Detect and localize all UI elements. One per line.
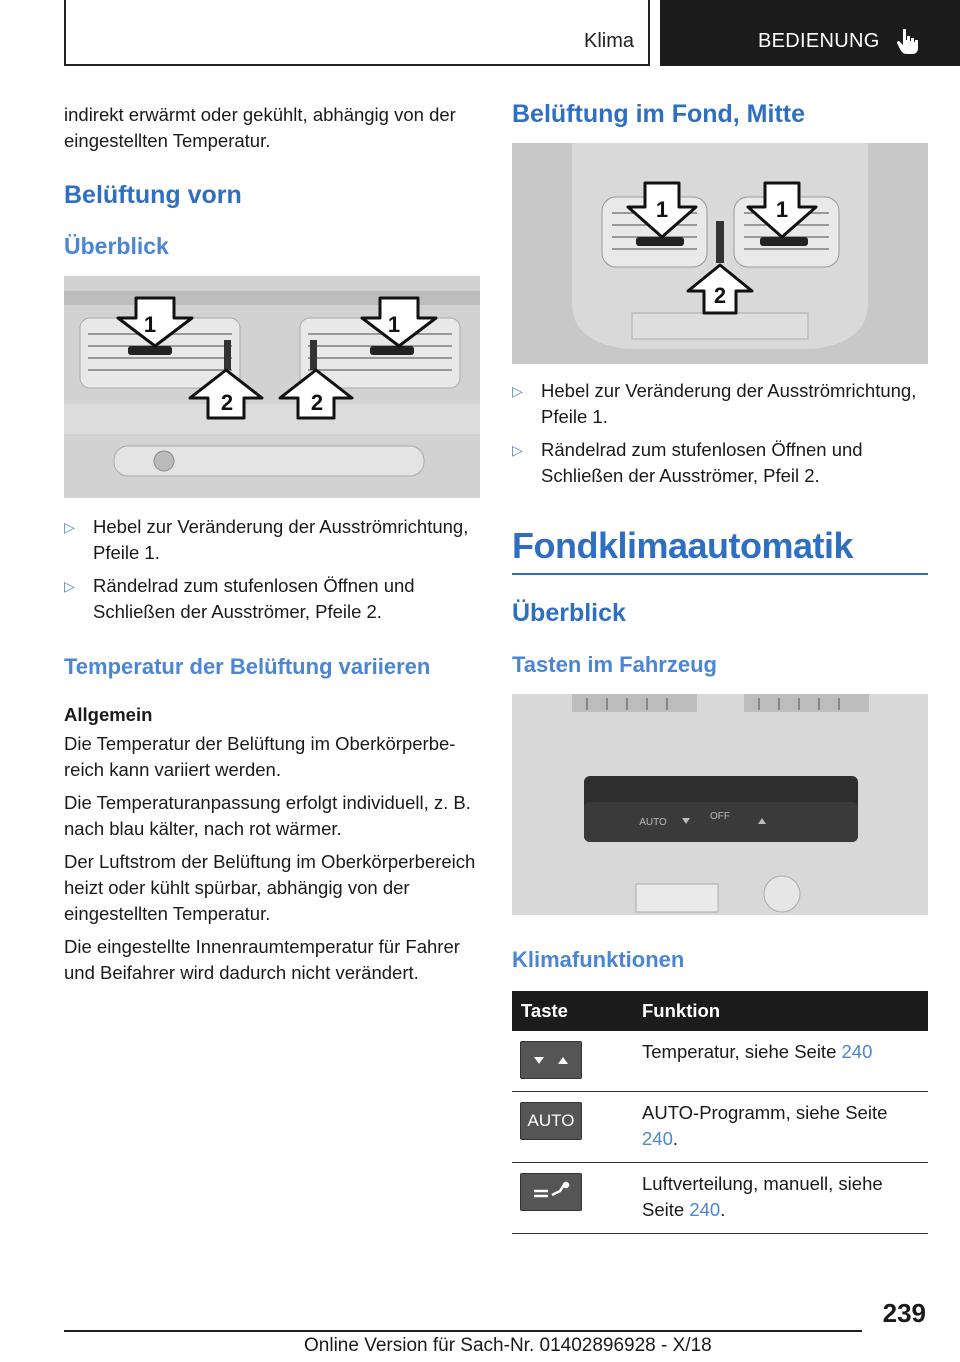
header-chapter-box: [660, 0, 960, 66]
page-number: 239: [882, 1298, 926, 1328]
intro-text: indirekt erwärmt oder gekühlt, abhängig von der eingestellten Temperatur.: [64, 104, 456, 151]
header-section-title: Klima: [583, 30, 634, 52]
front-vents-photo: [64, 276, 480, 498]
rear-vents-photo: [512, 143, 928, 364]
pointing-hand-icon: [894, 26, 924, 56]
heading-climate-functions: Klimafunktionen: [512, 947, 685, 972]
photo-label-2: 2: [713, 283, 727, 308]
function-description: AUTO-Programm, siehe Seite 240.: [630, 1091, 928, 1162]
photo-label-2a: 2: [220, 390, 234, 415]
heading-front-ventilation: Belüftung vorn: [64, 181, 242, 209]
page-link[interactable]: 240: [642, 1127, 673, 1149]
heading-rear-center-ventilation: Belüftung im Fond, Mitte: [512, 100, 806, 128]
heading-rear-automatic-climate: Fondklimaautomatik: [512, 525, 854, 566]
rear-climate-panel-photo: [512, 694, 928, 915]
list-item: ▷ Hebel zur Veränderung der Ausströmrichtung, Pfeile 1.: [64, 516, 469, 563]
temperature-arrows-icon: [520, 1041, 582, 1079]
auto-key-icon: [520, 1102, 582, 1140]
panel-auto-label: AUTO: [639, 817, 667, 828]
photo-label-1a: 1: [143, 312, 157, 337]
triangle-bullet-icon: ▷: [512, 442, 523, 458]
heading-general: Allgemein: [64, 704, 153, 725]
header-chapter-title: BEDIENUNG: [758, 30, 880, 52]
table-header-row: [512, 991, 928, 1031]
table-row: [512, 1091, 928, 1162]
air-distribution-icon: [520, 1173, 582, 1211]
function-description: Luftverteilung, manuell, siehe Seite 240.: [630, 1162, 928, 1233]
left-column: [64, 100, 480, 986]
list-item: ▷ Rändelrad zum stufenlosen Öffnen und Schließen der Ausströmer, Pfeil 2.: [512, 439, 863, 486]
heading-vary-temperature: Temperatur der Belüftung variieren: [64, 654, 431, 679]
header-section-box: [64, 0, 650, 66]
climate-functions-table: [512, 991, 928, 1234]
photo-label-1b: 1: [387, 312, 401, 337]
function-description: Temperatur, siehe Seite 240: [630, 1031, 928, 1091]
heading-buttons-in-vehicle: Tasten im Fahrzeug: [512, 652, 717, 677]
photo-label-1a: 1: [655, 197, 669, 222]
front-vent-bullets: [64, 514, 480, 625]
paragraph: Die eingestellte Innenraumtemperatur für Fahrer und Beifahrer wird dadurch nicht verändert.: [64, 936, 460, 983]
table-row: [512, 1162, 928, 1233]
paragraph: Der Luftstrom der Belüftung im Oberkörperbereich heizt oder kühlt spürbar, abhängig von der eingestellten Temperatur.: [64, 851, 476, 924]
list-item: ▷ Hebel zur Veränderung der Ausströmrichtung, Pfeile 1.: [512, 380, 917, 427]
footer-text: Online Version für Sach-Nr. 01402896928 - X/18: [304, 1335, 712, 1356]
paragraph: Die Temperaturanpassung erfolgt individuell, z. B. nach blau kälter, nach rot wärmer.: [64, 792, 471, 839]
triangle-bullet-icon: ▷: [64, 519, 75, 535]
auto-key-label: AUTO: [527, 1110, 575, 1130]
heading-overview: Überblick: [64, 233, 169, 259]
heading-overview: Überblick: [512, 599, 626, 627]
page-link[interactable]: 240: [841, 1041, 873, 1062]
paragraph: Die Temperatur der Belüftung im Oberkörperbereich kann variiert werden.: [64, 733, 456, 780]
column-header-key: Taste: [512, 991, 630, 1031]
panel-off-label: OFF: [710, 811, 730, 822]
rear-vent-bullets: [512, 378, 928, 489]
list-item: ▷ Rändelrad zum stufenlosen Öffnen und Schließen der Ausströmer, Pfeile 2.: [64, 575, 415, 622]
triangle-bullet-icon: ▷: [64, 578, 75, 594]
page-link[interactable]: 240: [689, 1198, 721, 1220]
heading-underline: [512, 573, 928, 575]
photo-label-1b: 1: [775, 197, 789, 222]
table-row: [512, 1031, 928, 1091]
photo-label-2b: 2: [310, 390, 324, 415]
triangle-bullet-icon: ▷: [512, 383, 523, 399]
right-column: [512, 100, 928, 1234]
footer-divider: [64, 1330, 862, 1332]
column-header-function: Funktion: [630, 991, 928, 1031]
